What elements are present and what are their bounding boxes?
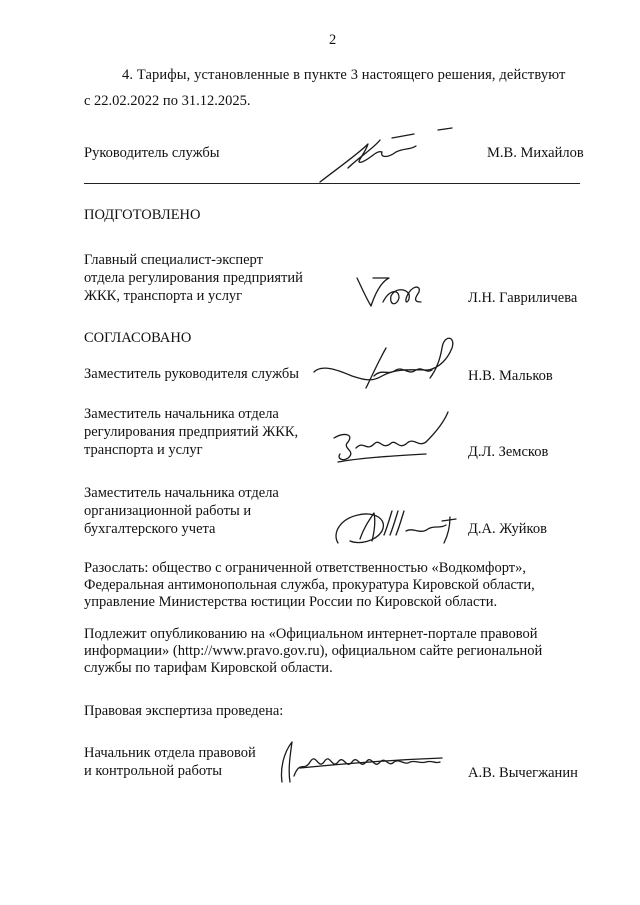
prepared-signature — [355, 272, 435, 312]
agreed-3-signature — [330, 505, 465, 550]
agreed-2-position-line-3: транспорта и услуг — [84, 442, 203, 458]
distribution-paragraph — [84, 560, 584, 611]
publication-line-3: службы по тарифам Кировской области. — [84, 660, 333, 676]
prepared-position-line-1: Главный специалист-эксперт — [84, 252, 263, 268]
agreed-2-position-line-2: регулирования предприятий ЖКК, — [84, 424, 299, 440]
clause-4-line-1: 4. Тарифы, установленные в пункте 3 настоящего решения, действуют — [122, 67, 566, 83]
publication-line-1: Подлежит опубликованию на «Официальном интернет-портале правовой — [84, 626, 538, 642]
publication-line-2: информации» (http://www.pravo.gov.ru), официальном сайте региональной — [84, 643, 543, 659]
agreed-heading: СОГЛАСОВАНО — [84, 330, 192, 346]
prepared-position-line-3: ЖКК, транспорта и услуг — [84, 288, 243, 304]
head-position: Руководитель службы — [84, 145, 220, 161]
distribution-line-2: Федеральная антимонопольная служба, прокуратура Кировской области, — [84, 577, 535, 593]
legal-name: А.В. Вычегжанин — [468, 765, 578, 781]
agreed-2-signature — [330, 408, 460, 468]
agreed-2-name: Д.Л. Земсков — [468, 444, 549, 460]
distribution-line-3: управление Министерства юстиции России по Кировской области. — [84, 594, 498, 610]
distribution-line-1: Разослать: общество с ограниченной ответственностью «Водкомфорт», — [84, 560, 526, 576]
agreed-3-position-line-3: бухгалтерского учета — [84, 521, 216, 537]
agreed-3-position-line-1: Заместитель начальника отдела — [84, 485, 279, 501]
prepared-position-line-2: отдела регулирования предприятий — [84, 270, 303, 286]
head-signature — [318, 128, 458, 188]
publication-paragraph — [84, 626, 584, 677]
agreed-2-position-line-1: Заместитель начальника отдела — [84, 406, 279, 422]
separator-line — [84, 183, 580, 184]
prepared-name: Л.Н. Гавриличева — [468, 290, 578, 306]
page-number: 2 — [329, 32, 337, 48]
agreed-3-position-line-2: организационной работы и — [84, 503, 252, 519]
legal-position-line-1: Начальник отдела правовой — [84, 745, 256, 761]
prepared-heading: ПОДГОТОВЛЕНО — [84, 207, 201, 223]
head-name: М.В. Михайлов — [487, 145, 584, 161]
legal-position-line-2: и контрольной работы — [84, 763, 222, 779]
agreed-1-signature — [312, 330, 472, 400]
legal-review-text: Правовая экспертиза проведена: — [84, 703, 284, 719]
agreed-1-name: Н.В. Мальков — [468, 368, 553, 384]
agreed-3-name: Д.А. Жуйков — [468, 521, 547, 537]
legal-signature — [270, 736, 450, 786]
clause-4-line-2: с 22.02.2022 по 31.12.2025. — [84, 93, 251, 109]
agreed-1-position: Заместитель руководителя службы — [84, 366, 300, 382]
